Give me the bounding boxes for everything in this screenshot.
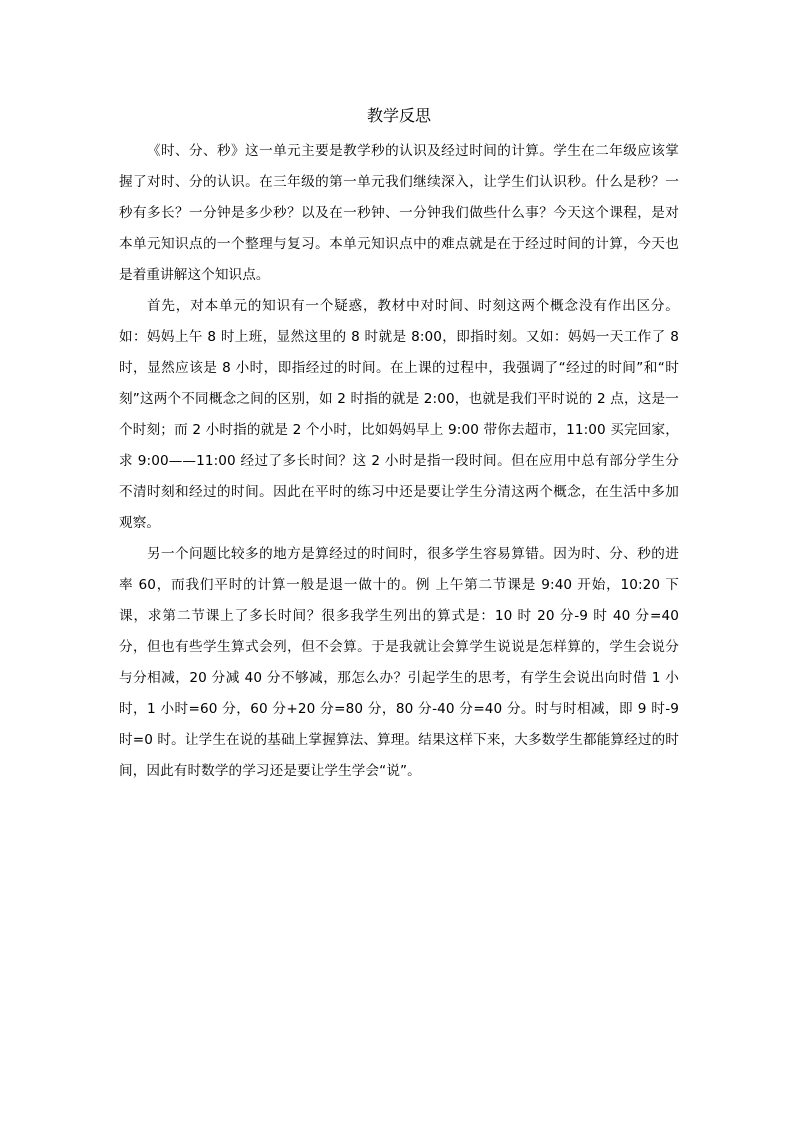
paragraph-2: 首先，对本单元的知识有一个疑惑，教材中对时间、时刻这两个概念没有作出区分。如：妈妈上午 8 时上班，显然这里的 8 时就是 8:00，即指时刻。又如：妈妈一天工作了 8 时，显然应该是 8 小时，即指经过的时间。在上课的过程中，我强调了“经过的时间”和“时刻”这两个不同概念之间的区别，如 2 时指的就是 2:00，也就是我们平时说的 2 点，这是一个时刻；而 2 小时指的就是 2 个小时，比如妈妈早上 9:00 带你去超市，11:00 买完回家，求 9:00——11:00 经过了多长时间？这 2 小时是指一段时间。但在应用中总有部分学生分不清时刻和经过的时间。因此在平时的练习中还是要让学生分清这两个概念，在生活中多加观察。 bbox=[119, 298, 679, 531]
paragraph-3: 另一个问题比较多的地方是算经过的时间时，很多学生容易算错。因为时、分、秒的进率 60，而我们平时的计算一般是退一做十的。例 上午第二节课是 9:40 开始，10:20 下课，求第二节课上了多长时间？很多我学生列出的算式是：10 时 20 分-9 时 40 分=40 分，但也有些学生算式会列，但不会算。于是我就让会算学生说说是怎样算的，学生会说分与分相减，20 分减 40 分不够减，那怎么办？引起学生的思考，有学生会说出向时借 1 小时，1 小时=60 分，60 分+20 分=80 分，80 分-40 分=40 分。时与时相减，即 9 时-9 时=0 时。让学生在说的基础上掌握算法、算理。结果这样下来，大多数学生都能算经过的时间，因此有时数学的学习还是要让学生学会“说”。 bbox=[119, 546, 679, 779]
document-page bbox=[119, 104, 679, 787]
document-title: 教学反思 bbox=[366, 106, 431, 125]
paragraph-1: 《时、分、秒》这一单元主要是教学秒的认识及经过时间的计算。学生在二年级应该掌握了对时、分的认识。在三年级的第一单元我们继续深入，让学生们认识秒。什么是秒？一秒有多长？一分钟是多少秒？以及在一秒钟、一分钟我们做些什么事？今天这个课程，是对本单元知识点的一个整理与复习。本单元知识点中的难点就是在于经过时间的计算，今天也是着重讲解这个知识点。 bbox=[119, 143, 679, 283]
